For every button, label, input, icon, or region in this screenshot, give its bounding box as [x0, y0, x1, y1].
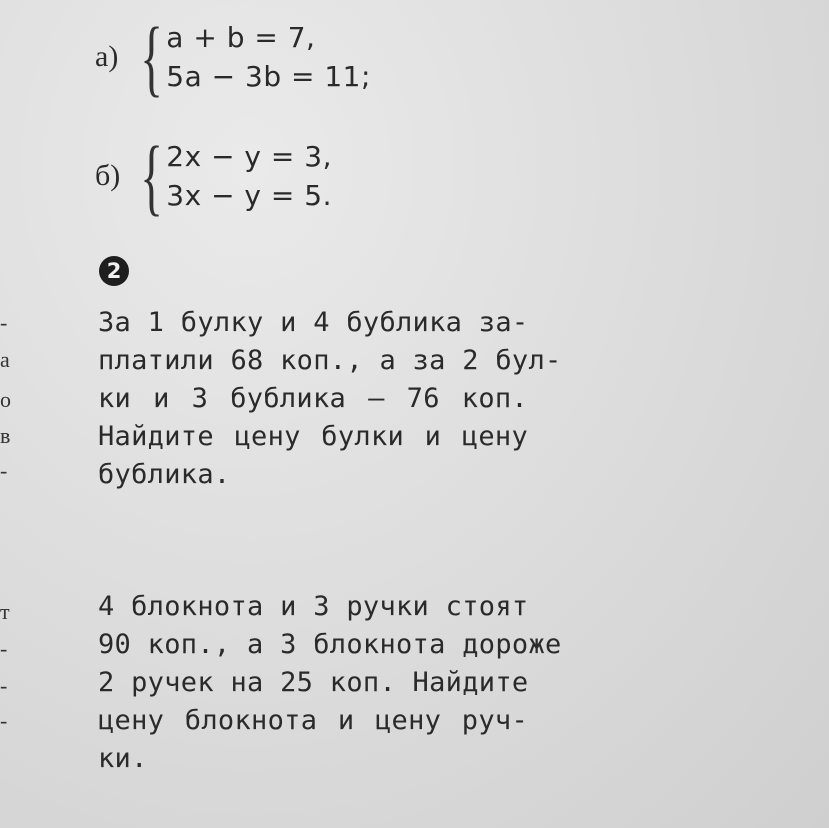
problem-2-line: За 1 булку и 4 бублика за- [98, 307, 529, 338]
problem-number-badge: 2 [99, 256, 129, 286]
margin-fragment: т [0, 599, 10, 624]
problem-3-line: 2 ручек на 25 коп. Найдите [98, 667, 529, 698]
problem-3-text [98, 588, 562, 778]
system-b-equation-1: 2x − y = 3, [166, 140, 332, 173]
system-a-equations [166, 21, 371, 93]
margin-fragment: - [0, 458, 8, 483]
problem-2-line: платили 68 коп., а за 2 бул- [98, 345, 562, 376]
margin-fragment: - [0, 708, 8, 733]
system-b-label: б) [95, 159, 121, 192]
margin-fragment: о [0, 387, 11, 412]
system-a-label: а) [95, 40, 119, 73]
system-a [95, 9, 371, 105]
problem-3-line: 4 блокнота и 3 ручки стоят [98, 591, 529, 622]
brace-icon: { [140, 128, 163, 224]
margin-fragment: а [0, 347, 10, 372]
system-a-equation-2: 5a − 3b = 11; [166, 60, 371, 93]
system-b-equation-2: 3x − y = 5. [166, 179, 332, 212]
brace-icon: { [140, 9, 163, 105]
system-b-equations [166, 140, 332, 212]
problem-2-text [98, 304, 562, 494]
margin-fragment: в [0, 423, 11, 448]
problem-2-line: бублика. [98, 459, 231, 490]
margin-fragment: - [0, 310, 8, 335]
problem-3-line: ки. [98, 743, 148, 774]
margin-fragment: - [0, 636, 8, 661]
margin-fragment: - [0, 673, 8, 698]
problem-2-line: ки и 3 бублика — 76 коп. [98, 383, 528, 414]
problem-3-line: 90 коп., а 3 блокнота дороже [98, 629, 562, 660]
problem-3-line: цену блокнота и цену руч- [98, 705, 528, 736]
system-b [95, 128, 332, 224]
problem-2-line: Найдите цену булки и цену [98, 421, 528, 452]
system-a-equation-1: a + b = 7, [166, 21, 316, 54]
